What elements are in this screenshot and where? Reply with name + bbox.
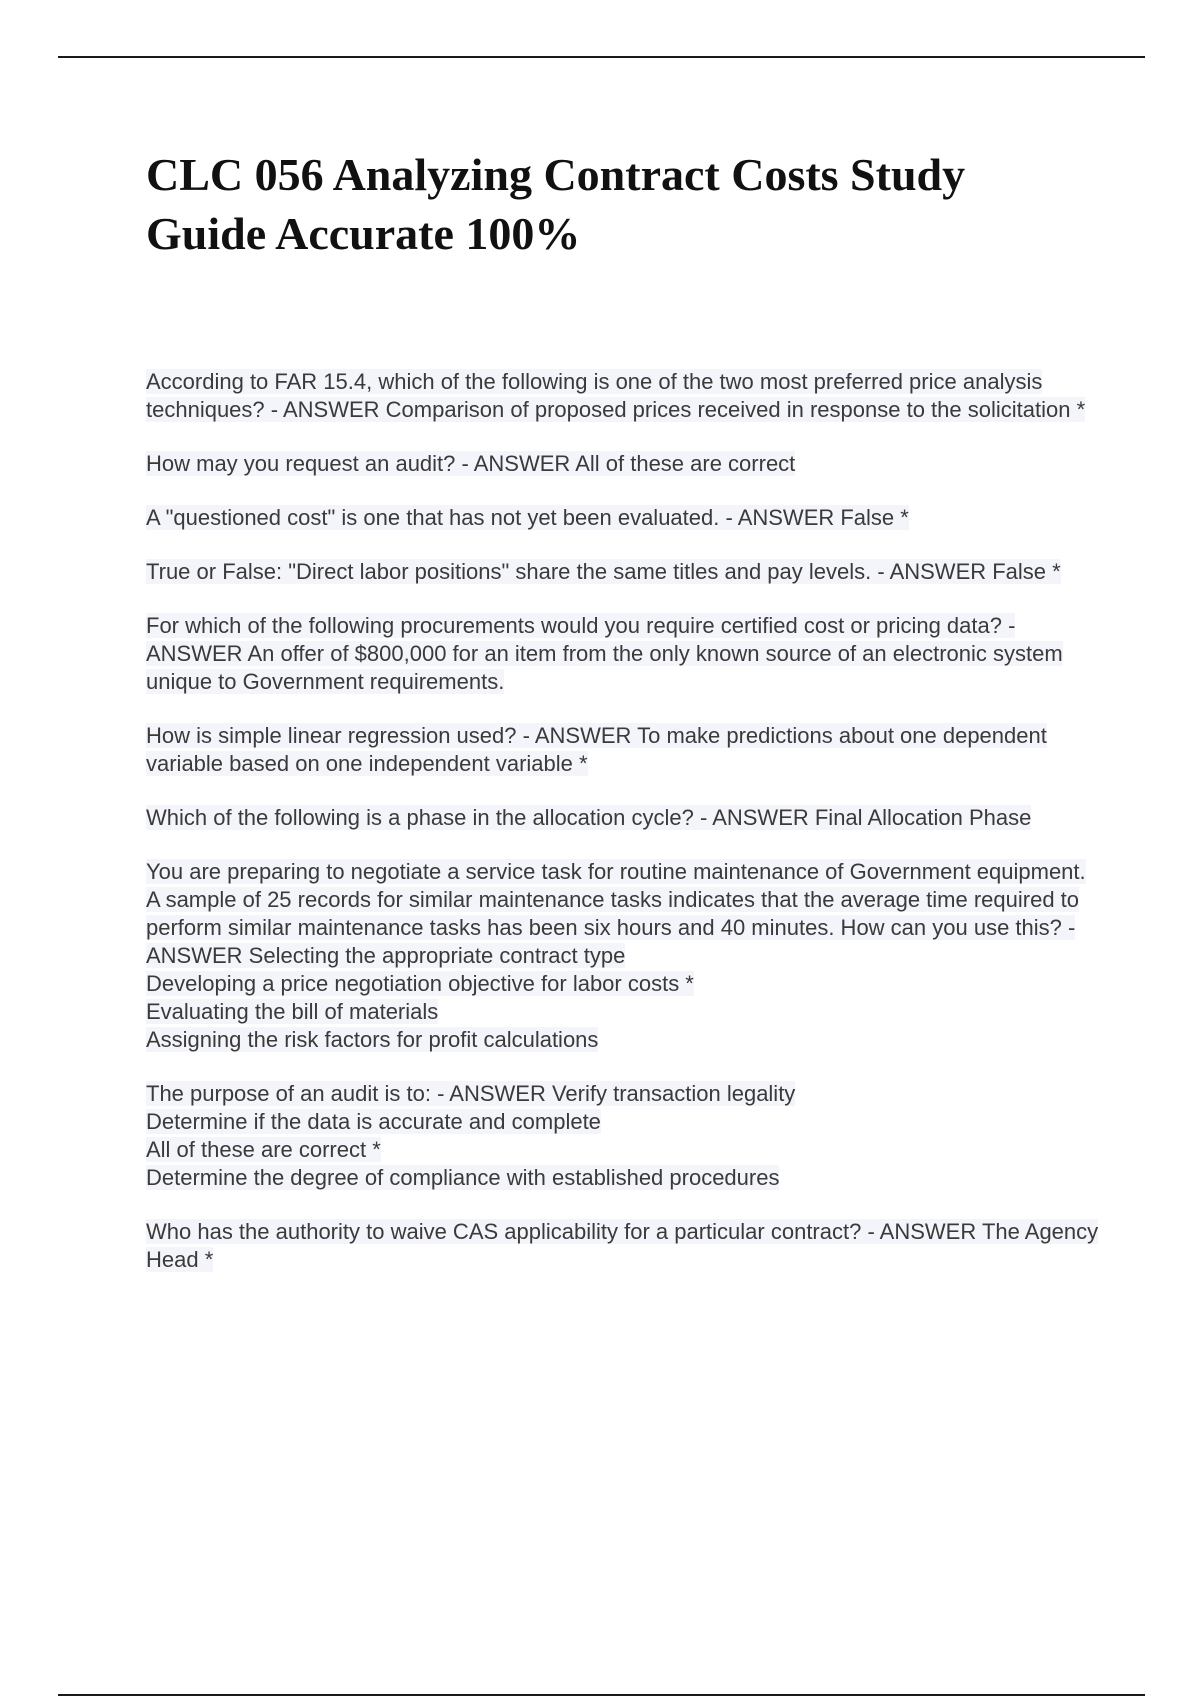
- title-line-2: Guide Accurate 100%: [146, 208, 581, 259]
- qa-text: You are preparing to negotiate a service task for routine maintenance of Government equipment. A sample of 25 records for similar maintenance tasks indicates that the average time required to perform similar maintenance tasks has been six hours and 40 minutes. How can you use this? - ANSWER Selecting the appropriate contract type: [146, 859, 1086, 968]
- qa-item-8: [146, 858, 1101, 1054]
- top-rule: [58, 56, 1145, 58]
- title-line-1: CLC 056 Analyzing Contract Costs Study: [146, 149, 966, 200]
- qa-option: Evaluating the bill of materials: [146, 999, 439, 1024]
- qa-item-9: [146, 1080, 1101, 1192]
- qa-text: According to FAR 15.4, which of the following is one of the two most preferred price analysis techniques? - ANSWER Comparison of proposed prices received in response to the solicitation *: [146, 369, 1086, 422]
- qa-item-5: [146, 612, 1101, 696]
- qa-text: Which of the following is a phase in the allocation cycle? - ANSWER Final Allocation Phase: [146, 805, 1032, 830]
- qa-item-4: [146, 558, 1101, 586]
- qa-text: The purpose of an audit is to: - ANSWER Verify transaction legality: [146, 1081, 796, 1106]
- qa-option: Determine the degree of compliance with established procedures: [146, 1165, 780, 1190]
- qa-item-7: [146, 804, 1101, 832]
- qa-list: [146, 368, 1101, 1300]
- document-title: [146, 145, 1106, 263]
- qa-text: How is simple linear regression used? - ANSWER To make predictions about one dependent variable based on one independent variable *: [146, 723, 1047, 776]
- qa-option: Determine if the data is accurate and complete: [146, 1109, 601, 1134]
- qa-item-2: [146, 450, 1101, 478]
- qa-text: For which of the following procurements would you require certified cost or pricing data? - ANSWER An offer of $800,000 for an item from the only known source of an electronic system unique to Government requirements.: [146, 613, 1063, 694]
- qa-option: Assigning the risk factors for profit calculations: [146, 1027, 599, 1052]
- qa-text: How may you request an audit? - ANSWER All of these are correct: [146, 451, 796, 476]
- qa-item-1: [146, 368, 1101, 424]
- qa-item-3: [146, 504, 1101, 532]
- qa-option: Developing a price negotiation objective for labor costs *: [146, 971, 694, 996]
- bottom-rule: [58, 1694, 1145, 1696]
- qa-option: All of these are correct *: [146, 1137, 381, 1162]
- qa-text: A "questioned cost" is one that has not yet been evaluated. - ANSWER False *: [146, 505, 909, 530]
- qa-item-10: [146, 1218, 1101, 1274]
- qa-text: Who has the authority to waive CAS applicability for a particular contract? - ANSWER The Agency Head *: [146, 1219, 1099, 1272]
- qa-item-6: [146, 722, 1101, 778]
- qa-text: True or False: "Direct labor positions" share the same titles and pay levels. - ANSWER False *: [146, 559, 1061, 584]
